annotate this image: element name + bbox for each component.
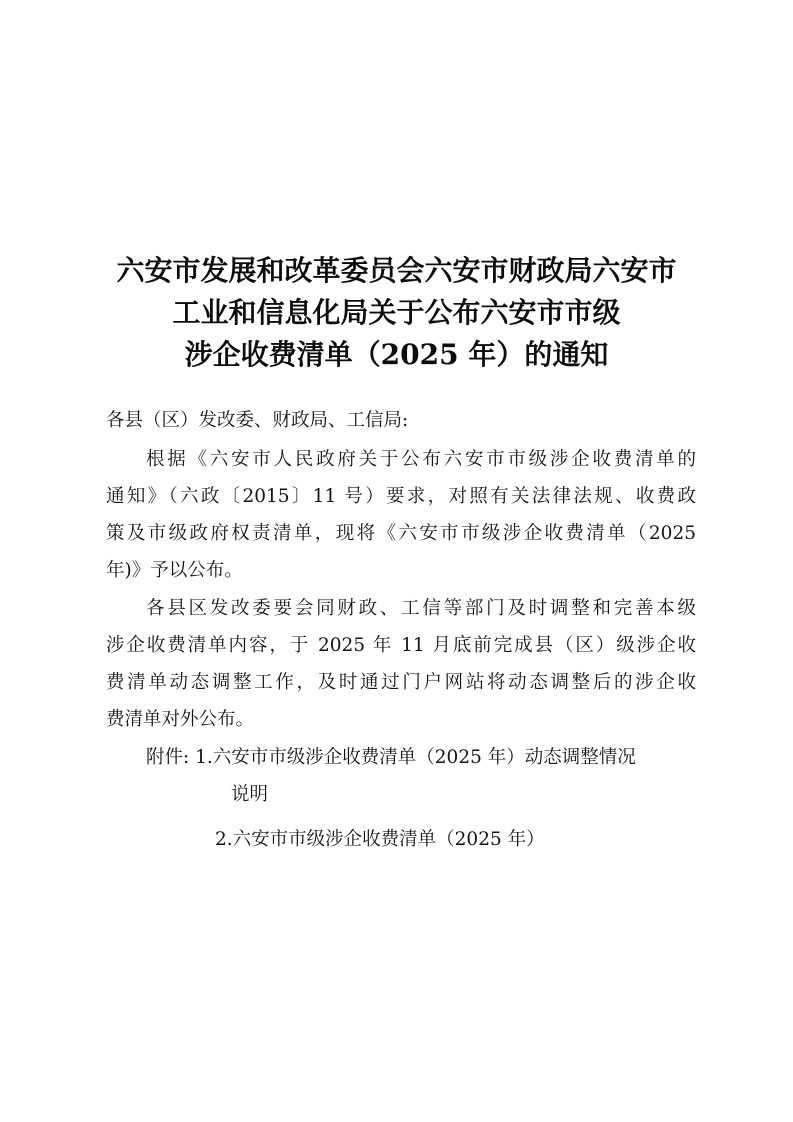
attachments-label: 附件: [146,747,190,768]
title-line-3: 涉企收费清单（2025 年）的通知 [184,338,609,371]
salutation: 各县（区）发改委、财政局、工信局: [106,410,409,431]
document-title [90,250,703,376]
attachment-1-row [106,739,696,776]
attachment-1-title: 1.六安市市级涉企收费清单（2025 年）动态调整情况 [195,747,636,768]
document-body [106,402,696,858]
paragraph-2-line-2: 涉企收费清单内容，于 2025 年 11 月底前完成县（区）级涉企收 [106,635,696,656]
attachment-1-title-continued: 说明 [231,784,269,805]
paragraph-1 [106,441,696,589]
paragraph-1-line-3: 策及市级政府权责清单，现将《六安市市级涉企收费清单（2025 [106,523,696,544]
paragraph-1-line-2: 通知》（六政〔2015〕11 号）要求，对照有关法律法规、收费政 [106,486,696,507]
paragraph-2-line-3: 费清单动态调整工作，及时通过门户网站将动态调整后的涉企收 [106,672,696,693]
title-line-1: 六安市发展和改革委员会六安市财政局六安市 [116,254,677,287]
paragraph-2-line-4: 费清单对外公布。 [106,709,255,730]
paragraph-2 [106,590,696,738]
attachments-section [106,739,696,858]
paragraph-1-line-4: 年)》予以公布。 [106,560,243,581]
attachment-2-title: 2.六安市市级涉企收费清单（2025 年） [215,829,545,850]
paragraph-1-line-1: 根据《六安市人民政府关于公布六安市市级涉企收费清单的 [146,449,696,470]
title-line-2: 工业和信息化局关于公布六安市市级 [172,296,621,329]
paragraph-2-line-1: 各县区发改委要会同财政、工信等部门及时调整和完善本级 [146,598,696,619]
